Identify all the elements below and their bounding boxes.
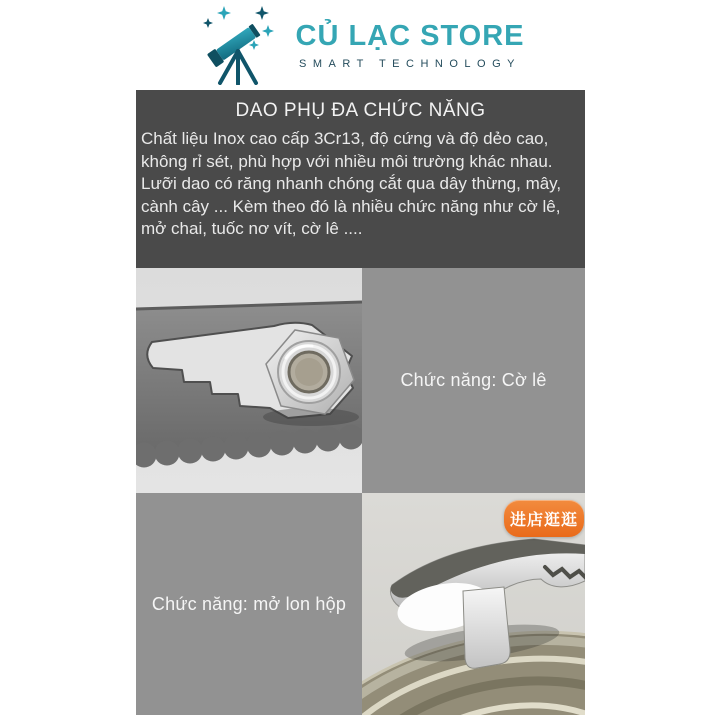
visit-shop-badge: 进店逛逛 <box>504 500 584 537</box>
telescope-logo-icon <box>196 5 284 85</box>
brand-text-block <box>296 20 525 70</box>
description-line: không rỉ sét, phù hợp với nhiều môi trường khác nhau. <box>141 151 553 171</box>
caption-can-opener: Chức năng: mở lon hộp <box>151 593 347 614</box>
photo-wrench-function <box>136 268 362 493</box>
description-line: mở chai, tuốc nơ vít, cờ lê .... <box>141 219 363 238</box>
brand-tagline: SMART TECHNOLOGY <box>299 58 521 70</box>
photo-can-opener-function <box>362 493 585 715</box>
brand-name: CỦ LẠC STORE <box>295 20 525 52</box>
piercing-tab <box>463 587 510 668</box>
feature-row-can-opener <box>136 493 585 715</box>
feature-row-wrench <box>136 268 585 493</box>
caption-wrench: Chức năng: Cờ lê <box>400 370 547 390</box>
caption-panel-can-opener <box>136 493 362 715</box>
product-title: DAO PHỤ ĐA CHỨC NĂNG <box>235 100 486 121</box>
product-description <box>136 122 585 241</box>
serrated-blade-hex-nut-illustration <box>136 268 362 493</box>
description-line: Chất liệu Inox cao cấp 3Cr13, độ cứng và độ dẻo cao, <box>141 129 549 148</box>
content-column <box>136 90 585 715</box>
caption-panel-wrench <box>362 268 585 493</box>
description-line: cành cây ... Kèm theo đó là nhiều chức năng như cờ lê, <box>141 196 561 216</box>
description-line: Lưỡi dao có răng nhanh chóng cắt qua dây thừng, mây, <box>141 174 562 193</box>
info-panel <box>136 90 585 268</box>
store-logo <box>0 2 720 88</box>
